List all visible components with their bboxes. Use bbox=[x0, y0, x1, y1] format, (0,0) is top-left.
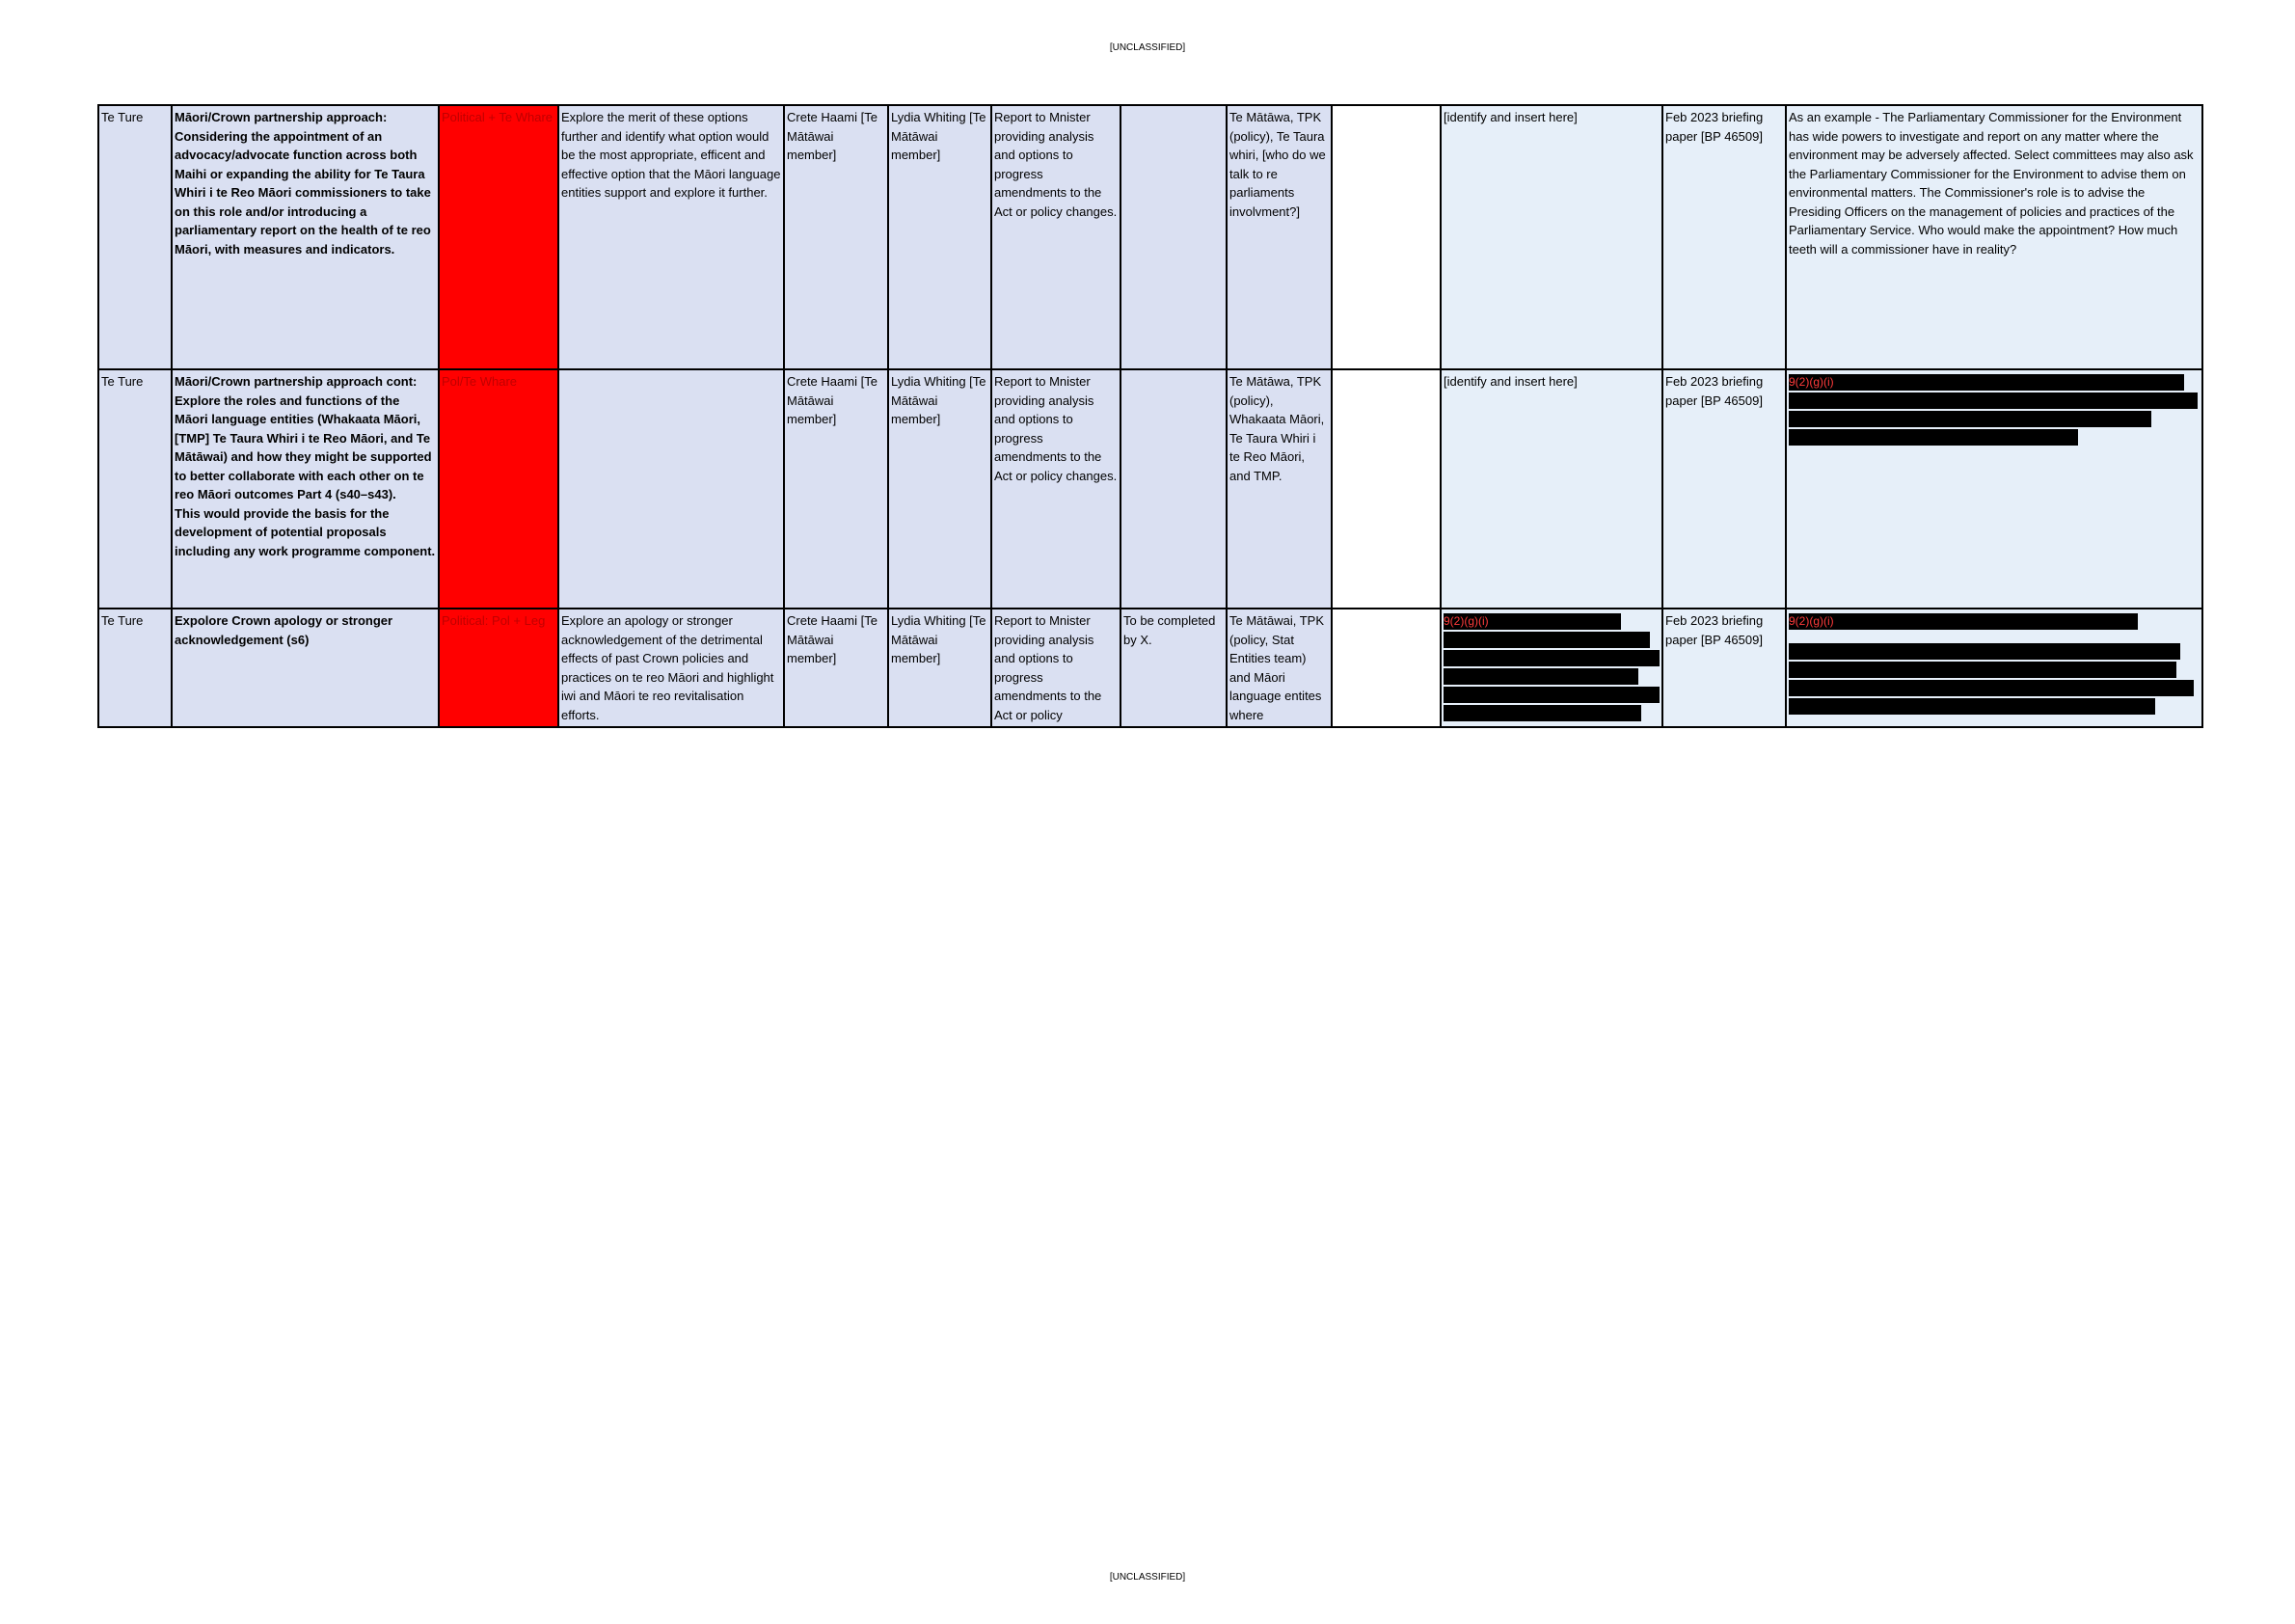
action-text-continued: This would provide the basis for the development of potential proposals including any work programme component. bbox=[175, 505, 436, 558]
category-cell: Political: Pol + Leg bbox=[439, 609, 558, 727]
approach-cell bbox=[558, 369, 784, 609]
timing-cell bbox=[1120, 105, 1227, 369]
timing-cell bbox=[1120, 369, 1227, 609]
lead-cell: Crete Haami [Te Mātāwai member] bbox=[784, 369, 888, 609]
output-cell: Report to Mnister providing analysis and options to progress amendments to the Act or policy bbox=[991, 609, 1120, 727]
category-cell: Political + Te Whare bbox=[439, 105, 558, 369]
approach-cell: Explore an apology or stronger acknowledgement of the detrimental effects of past Crown policies and practices on te reo Māori and highlight iwi and Māori te reo revitalisation efforts. bbox=[558, 609, 784, 727]
reference-cell: Feb 2023 briefing paper [BP 46509] bbox=[1662, 369, 1786, 609]
notes-cell bbox=[1786, 369, 2202, 609]
redaction-bar bbox=[1789, 680, 2194, 696]
redaction-bar bbox=[1789, 392, 2198, 409]
category-cell: Pol/Te Whare bbox=[439, 369, 558, 609]
redaction-bar bbox=[1789, 662, 2176, 678]
action-text-bold: Māori/Crown partnership approach cont: Explore the roles and functions of the Māori language entities (Whakaata Māori, [TMP] Te Taura Whiri i te Reo Māori, and Te Mātāwai) and how they might be supported to better collaborate with each other on te reo Māori outcomes Part 4 (s40–s43). bbox=[175, 374, 432, 501]
area-cell: Te Ture bbox=[98, 105, 172, 369]
table-row bbox=[98, 105, 2202, 369]
notes-cell: As an example - The Parliamentary Commissioner for the Environment has wide powers to investigate and report on any matter where the environment may be adversely affected. Select committees may also ask the Parliamentary Commissioner for the Environment to advise them on environmental matters. The Commissioner's role is to advise the Presiding Officers on the management of policies and practices of the Parliamentary Service. Who would make the appointment? How much teeth will a commissioner have in reality? bbox=[1786, 105, 2202, 369]
redaction-bar bbox=[1444, 632, 1650, 648]
table-row bbox=[98, 369, 2202, 609]
redaction-bar bbox=[1789, 411, 2151, 427]
timing-cell: To be completed by X. bbox=[1120, 609, 1227, 727]
blank-cell bbox=[1332, 105, 1441, 369]
support-cell: Lydia Whiting [Te Mātāwai member] bbox=[888, 105, 991, 369]
action-cell: Expolore Crown apology or stronger acknowledgement (s6) bbox=[172, 609, 439, 727]
redaction-bar bbox=[1789, 429, 2078, 446]
blank-cell bbox=[1332, 609, 1441, 727]
redaction-code: 9(2)(g)(i) bbox=[1789, 614, 1834, 628]
resource-cell bbox=[1441, 609, 1662, 727]
resource-cell: [identify and insert here] bbox=[1441, 105, 1662, 369]
redaction-block bbox=[1789, 374, 2200, 446]
area-cell: Te Ture bbox=[98, 369, 172, 609]
agencies-cell: Te Mātāwa, TPK (policy), Te Taura whiri, [who do we talk to re parliaments involvment?] bbox=[1227, 105, 1332, 369]
classification-header: [UNCLASSIFIED] bbox=[1109, 42, 1186, 53]
redaction-bar bbox=[1789, 374, 2184, 391]
classification-footer: [UNCLASSIFIED] bbox=[1109, 1572, 1186, 1583]
support-cell: Lydia Whiting [Te Mātāwai member] bbox=[888, 369, 991, 609]
redaction-bar bbox=[1444, 650, 1660, 666]
redaction-block bbox=[1444, 613, 1660, 721]
support-cell: Lydia Whiting [Te Mātāwai member] bbox=[888, 609, 991, 727]
redaction-bar bbox=[1789, 698, 2155, 715]
agencies-cell: Te Mātāwai, TPK (policy, Stat Entities team) and Māori language entites where bbox=[1227, 609, 1332, 727]
table-row bbox=[98, 609, 2202, 727]
area-cell: Te Ture bbox=[98, 609, 172, 727]
redaction-code: 9(2)(g)(i) bbox=[1789, 375, 1834, 389]
redaction-bar bbox=[1444, 668, 1638, 685]
action-cell: Māori/Crown partnership approach: Considering the appointment of an advocacy/advocate function across both Maihi or expanding the ability for Te Taura Whiri i te Reo Māori commissioners to take on this role and/or introducing a parliamentary report on the health of te reo Māori, with measures and indicators. bbox=[172, 105, 439, 369]
redaction-code: 9(2)(g)(i) bbox=[1444, 614, 1489, 628]
blank-cell bbox=[1332, 369, 1441, 609]
agencies-cell: Te Mātāwa, TPK (policy), Whakaata Māori, Te Taura Whiri i te Reo Māori, and TMP. bbox=[1227, 369, 1332, 609]
output-cell: Report to Mnister providing analysis and options to progress amendments to the Act or policy changes. bbox=[991, 105, 1120, 369]
reference-cell: Feb 2023 briefing paper [BP 46509] bbox=[1662, 609, 1786, 727]
action-tracker-table bbox=[97, 104, 2203, 728]
resource-cell: [identify and insert here] bbox=[1441, 369, 1662, 609]
redaction-bar bbox=[1789, 613, 2138, 630]
output-cell: Report to Mnister providing analysis and options to progress amendments to the Act or policy changes. bbox=[991, 369, 1120, 609]
notes-cell bbox=[1786, 609, 2202, 727]
approach-cell: Explore the merit of these options further and identify what option would be the most appropriate, efficent and effective option that the Māori language entities support and explore it further. bbox=[558, 105, 784, 369]
redaction-bar bbox=[1444, 705, 1641, 721]
redaction-block bbox=[1789, 613, 2200, 715]
lead-cell: Crete Haami [Te Mātāwai member] bbox=[784, 609, 888, 727]
redaction-bar bbox=[1789, 643, 2180, 660]
lead-cell: Crete Haami [Te Mātāwai member] bbox=[784, 105, 888, 369]
redaction-bar bbox=[1444, 613, 1621, 630]
redaction-bar bbox=[1444, 687, 1660, 703]
action-cell bbox=[172, 369, 439, 609]
reference-cell: Feb 2023 briefing paper [BP 46509] bbox=[1662, 105, 1786, 369]
